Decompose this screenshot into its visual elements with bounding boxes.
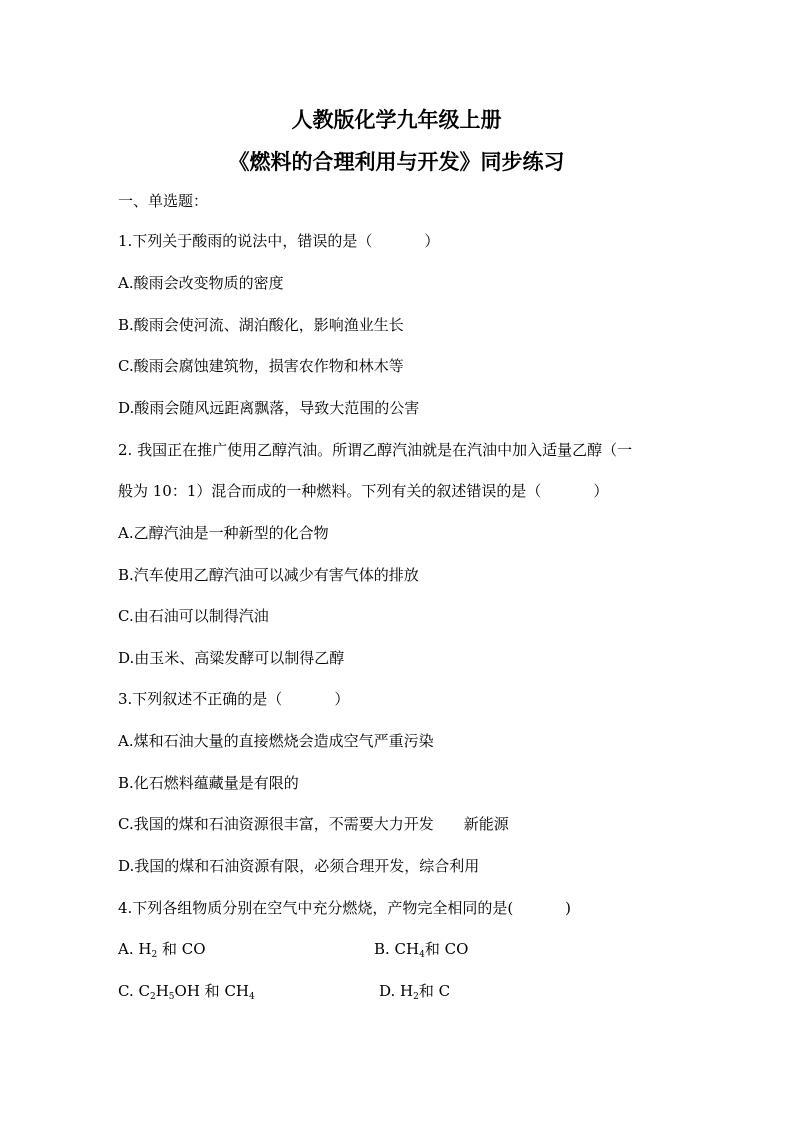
question-3-text: 3.下列叙述不正确的是（ [118,690,283,708]
question-3-close: ） [334,690,350,708]
section-heading: 一、单选题： [118,192,209,210]
question-1-close: ） [424,232,440,250]
question-3-option-c [118,814,509,834]
question-3-option-a: A.煤和石油大量的直接燃烧会造成空气严重污染 [118,732,434,750]
question-3-stem [118,689,349,709]
question-2-stem-line2 [118,481,608,501]
document-title: 人教版化学九年级上册 [291,107,502,132]
question-1-option-a: A.酸雨会改变物质的密度 [118,274,284,292]
question-1-option-c: C.酸雨会腐蚀建筑物，损害农作物和林木等 [118,357,404,375]
question-1-option-b: B.酸雨会使河流、湖泊酸化，影响渔业生长 [118,316,404,334]
question-2-stem-line1: 2. 我国正在推广使用乙醇汽油。所谓乙醇汽油就是在汽油中加入适量乙醇（一 [118,441,633,459]
question-4-option-a: A. $H_2$ 和 CO [118,940,206,960]
question-4-option-d: D. $H_2$和 C [379,982,451,1002]
question-1-stem [118,231,439,251]
question-2-option-b: B.汽车使用乙醇汽油可以减少有害气体的排放 [118,566,419,584]
question-3-option-c-tail: 新能源 [463,815,509,833]
question-1-option-d: D.酸雨会随风远距离飘落，导致大范围的公害 [118,399,420,417]
question-2-close: ） [593,482,609,500]
question-3-option-b: B.化石燃料蕴藏量是有限的 [118,774,299,792]
question-2-option-d: D.由玉米、高粱发酵可以制得乙醇 [118,649,345,667]
question-4-option-b: B. $CH_4$和 CO [374,940,469,960]
question-4-close: ) [565,899,572,917]
question-3-option-d: D.我国的煤和石油资源有限，必须合理开发，综合利用 [118,857,480,875]
question-4-option-c: C. $C_2H_5OH$ 和 $CH_4$ [118,982,255,1002]
document-subtitle: 《燃料的合理利用与开发》同步练习 [228,149,565,174]
question-1-text: 1.下列关于酸雨的说法中，错误的是（ [118,232,373,250]
question-2-text: 般为 10：1）混合而成的一种燃料。下列有关的叙述错误的是（ [118,482,542,500]
question-4-options-row1 [118,939,638,959]
question-2-option-c: C.由石油可以制得汽油 [118,607,269,625]
question-4-stem [118,898,571,918]
question-2-option-a: A.乙醇汽油是一种新型的化合物 [118,524,329,542]
question-3-option-c-text: C.我国的煤和石油资源很丰富，不需要大力开发 [118,815,434,833]
question-4-text: 4.下列各组物质分别在空气中充分燃烧，产物完全相同的是( [118,899,514,917]
question-4-options-row2 [118,981,638,1001]
